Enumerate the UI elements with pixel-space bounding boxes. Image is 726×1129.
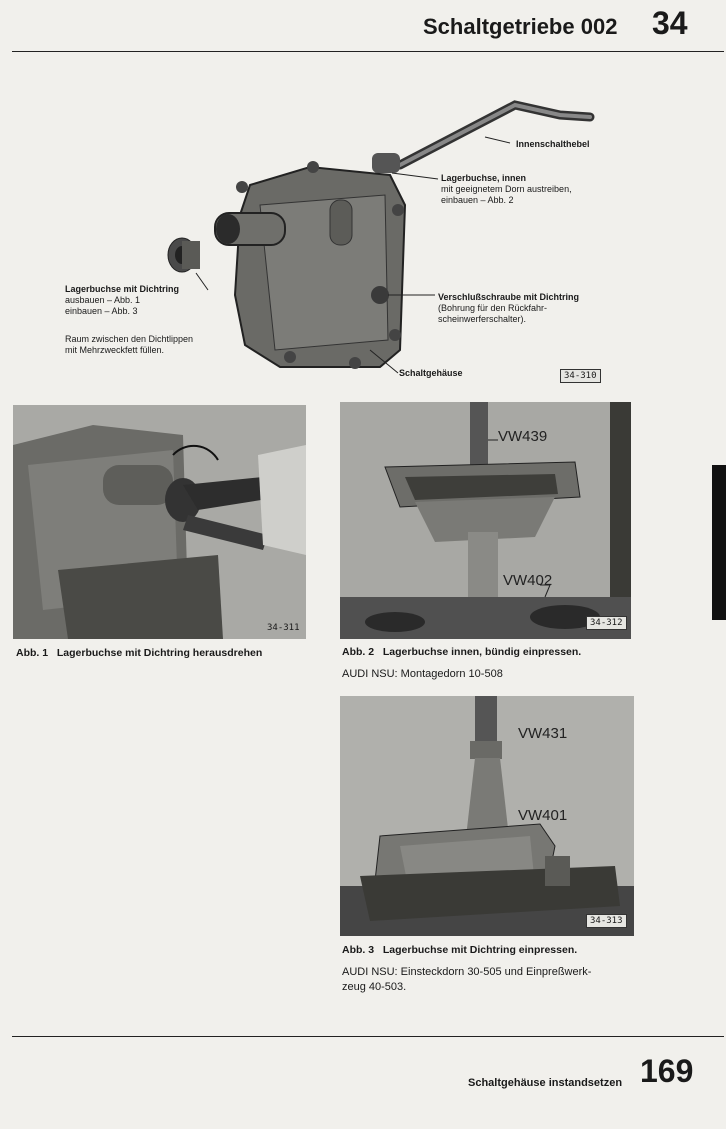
label-schaltgehaeuse: Schaltgehäuse [399,368,463,378]
tool-label-vw401: VW401 [518,807,568,824]
label-lagerbuchse-innen: Lagerbuchse, innen mit geeignetem Dorn austreiben, einbauen – Abb. 2 [441,173,572,205]
label-innenschalthebel: Innenschalthebel [516,139,590,149]
figure-number-abb2: 34-312 [586,616,627,630]
note-abb2: AUDI NSU: Montagedorn 10-508 [342,668,503,680]
caption-abb2: Abb. 2 Lagerbuchse innen, bündig einpressen. [342,646,582,658]
photo-abb2 [340,402,631,639]
tool-label-vw431: VW431 [518,725,568,742]
header-rule [12,51,724,52]
chapter-tab-marker [712,465,726,620]
label-lagerbuchse-dichtring: Lagerbuchse mit Dichtring ausbauen – Abb. 1 einbauen – Abb. 3 [65,284,180,316]
figure-number-main: 34-310 [560,369,601,383]
caption-abb3: Abb. 3 Lagerbuchse mit Dichtring einpressen. [342,944,578,956]
figure-number-abb3: 34-313 [586,914,627,928]
tool-label-vw402: VW402 [503,572,553,589]
tool-label-vw439: VW439 [498,428,548,445]
photo-abb1 [13,405,306,639]
figure-number-abb1: 34-311 [267,623,300,633]
page-header-title: Schaltgetriebe 002 [423,14,618,39]
chapter-number: 34 [652,5,688,41]
label-verschlussschraube: Verschlußschraube mit Dichtring (Bohrung für den Rückfahr- scheinwerferschalter). [438,292,580,324]
photo-abb3 [340,696,634,936]
footer-rule [12,1036,724,1037]
footer-title: Schaltgehäuse instandsetzen [468,1077,623,1089]
caption-abb1: Abb. 1 Lagerbuchse mit Dichtring herausdrehen [16,647,263,659]
inner-bushing [372,153,400,173]
page-number: 169 [640,1053,694,1089]
label-raum-dichtlippen: Raum zwischen den Dichtlippen mit Mehrzweckfett füllen. [65,334,194,355]
note-abb3: AUDI NSU: Einsteckdorn 30-505 und Einpreßwerk- zeug 40-503. [342,966,592,993]
